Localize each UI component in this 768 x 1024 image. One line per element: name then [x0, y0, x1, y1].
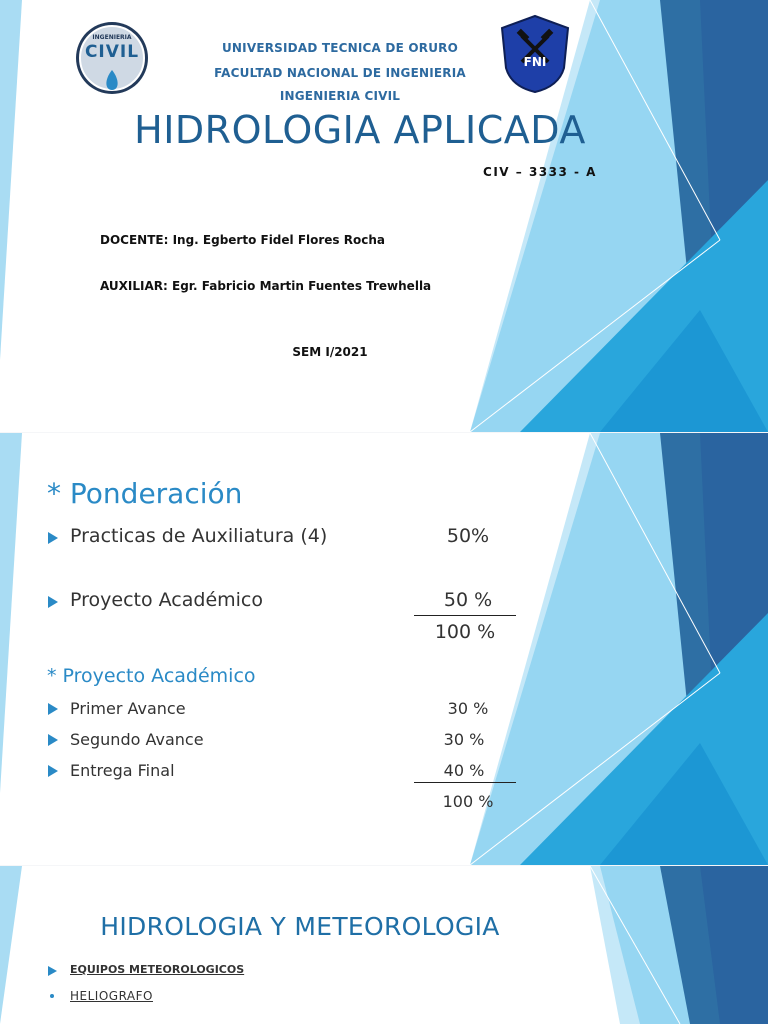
item-label: Proyecto Académico	[70, 589, 263, 611]
triangle-bullet-icon	[48, 966, 57, 976]
item-value: 30 %	[447, 699, 489, 718]
triangle-bullet-icon	[48, 596, 58, 608]
section-title: HIDROLOGIA Y METEOROLOGIA	[100, 912, 500, 941]
item-label: Practicas de Auxiliatura (4)	[70, 525, 328, 547]
subtotal-value: 100 %	[442, 792, 494, 811]
fni-shield-logo	[500, 14, 570, 94]
dot-bullet-icon	[50, 994, 54, 998]
docente-line: DOCENTE: Ing. Egberto Fidel Flores Rocha	[100, 233, 385, 247]
item-value: 50%	[446, 525, 490, 547]
ponderacion-slide	[0, 433, 768, 865]
item-label: Primer Avance	[70, 699, 186, 718]
sum-divider	[414, 615, 516, 616]
equipment-link[interactable]: EQUIPOS METEOROLOGICOS	[70, 963, 245, 976]
heliografo-link[interactable]: HELIOGRAFO	[70, 989, 153, 1003]
sum-divider	[414, 782, 516, 783]
item-value: 40 %	[443, 761, 485, 780]
list-item	[48, 525, 518, 553]
list-item	[48, 761, 518, 789]
faculty-name: FACULTAD NACIONAL DE INGENIERIA	[214, 66, 466, 80]
title-slide	[0, 0, 768, 432]
proyecto-heading: * Proyecto Académico	[47, 665, 256, 687]
item-label: Segundo Avance	[70, 730, 204, 749]
triangle-bullet-icon	[48, 532, 58, 544]
triangle-bullet-icon	[48, 734, 58, 746]
semester-label: SEM I/2021	[292, 345, 368, 359]
meteorologia-slide	[0, 866, 768, 1024]
total-value: 100 %	[434, 621, 496, 643]
auxiliar-line: AUXILIAR: Egr. Fabricio Martin Fuentes Trewhella	[100, 279, 432, 293]
civil-logo-main-text: CIVIL	[84, 42, 140, 62]
course-title: HIDROLOGIA APLICADA	[134, 108, 586, 152]
university-name: UNIVERSIDAD TECNICA DE ORURO	[221, 41, 458, 55]
triangle-bullet-icon	[48, 703, 58, 715]
list-item	[48, 730, 518, 758]
fni-logo-text: FNI	[523, 55, 547, 69]
item-value: 30 %	[443, 730, 485, 749]
career-name: INGENIERIA CIVIL	[279, 89, 401, 103]
course-code: CIV – 3333 - A	[483, 165, 597, 179]
item-value: 50 %	[443, 589, 493, 611]
list-item	[48, 699, 518, 727]
triangle-bullet-icon	[48, 765, 58, 777]
item-label: Entrega Final	[70, 761, 175, 780]
list-item	[48, 589, 518, 617]
civil-logo-top-text: INGENIERIA	[92, 34, 132, 41]
ponderacion-heading: * Ponderación	[47, 477, 243, 510]
